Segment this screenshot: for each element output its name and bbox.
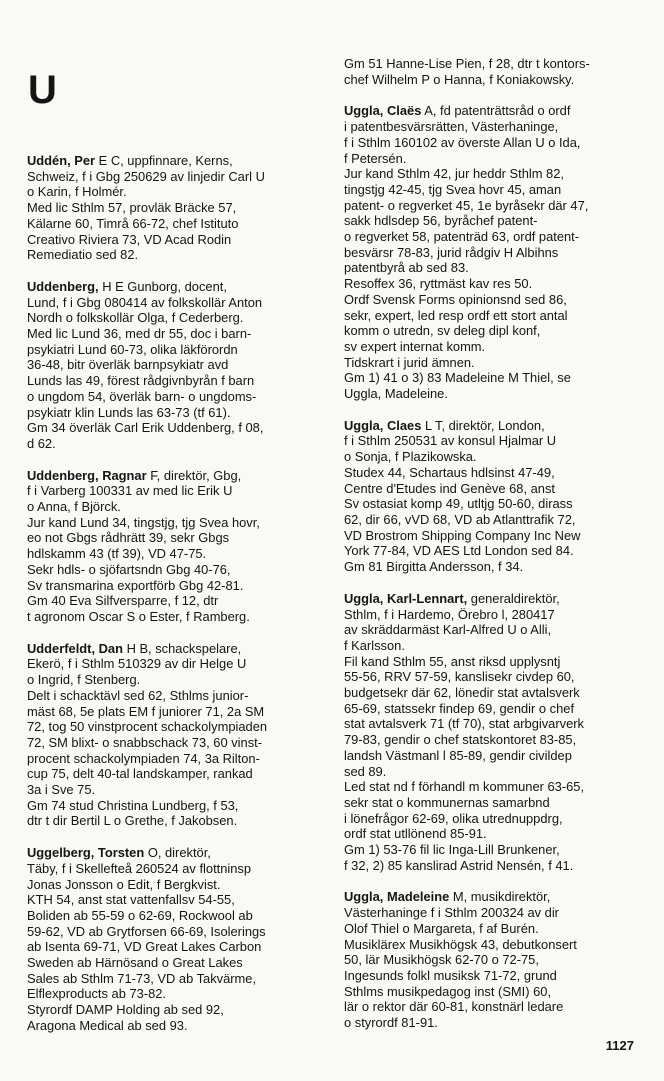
entry-line — [27, 153, 327, 169]
entry-line: landsh Västmanl l 85-89, gendir civildep — [344, 747, 572, 763]
entry-line: Studex 44, Schartaus hdlsinst 47-49, — [344, 464, 555, 480]
entry-line: Gm 40 Eva Silfversparre, f 12, dtr — [27, 593, 219, 609]
entry-line: f 32, 2) 85 kanslirad Astrid Nensén, f 41. — [344, 857, 574, 873]
entry-line: komm o utredn, sv deleg dipl konf, — [344, 323, 541, 339]
entry-line: VD Brostrom Shipping Company Inc New — [344, 527, 581, 543]
entry-line: Gm 81 Birgitta Andersson, f 34. — [344, 559, 524, 575]
directory-entry — [27, 845, 327, 1033]
entry-line: f i Sthlm 250531 av konsul Hjalmar U — [344, 433, 557, 449]
entry-line: Västerhaninge f i Sthlm 200324 av dir — [344, 905, 559, 921]
entry-line: 55-56, RRV 57-59, kanslisekr civdep 60, — [344, 669, 575, 685]
entry-line: Jonas Jonsson o Edit, f Bergkvist. — [27, 876, 221, 892]
entry-line: Olof Thiel o Margareta, f af Burén. — [344, 920, 539, 936]
entry-line: Sv ostasiat komp 49, utltjg 50-60, dirass — [344, 496, 573, 512]
entry-line: Ingesunds folkl musiksk 71-72, grund — [344, 967, 557, 983]
entry-line-text: generaldirektör, — [470, 590, 560, 606]
entry-line: t agronom Oscar S o Ester, f Ramberg. — [27, 608, 250, 624]
entry-line: eo not Gbgs rådhrätt 39, sekr Gbgs — [27, 530, 230, 546]
entry-line: 36-48, bitr överläk barnpsykiatr avd — [27, 357, 229, 373]
entry-line: o styrordf 81-91. — [344, 1015, 438, 1031]
entry-line: Creativo Riviera 73, VD Acad Rodin — [27, 231, 232, 247]
entry-line — [344, 103, 638, 119]
entry-line: Kälarne 60, Timrå 66-72, chef Istituto — [27, 215, 239, 231]
entry-line: Gm 51 Hanne-Lise Pien, f 28, dtr t kontors- — [344, 56, 590, 71]
entry-line — [27, 279, 327, 295]
entry-line: d 62. — [27, 435, 56, 451]
entry-line — [344, 889, 638, 905]
entry-line: sekr, expert, led resp ordf ett stort antal — [344, 307, 568, 323]
entry-name: Uddenberg, Ragnar — [27, 467, 147, 483]
entry-line: o Ingrid, f Stenberg. — [27, 672, 141, 688]
entry-line: 65-69, statssekr findep 69, gendir o chef — [344, 700, 575, 716]
page-number: 1127 — [605, 1038, 634, 1053]
entry-line-text: O, direktör, — [147, 845, 211, 861]
entry-line: stat avtalsverk 71 (tf 70), stat arbgivarverk — [344, 716, 584, 732]
entry-line: hdlskamm 43 (tf 39), VD 47-75. — [27, 546, 207, 562]
entry-line: Sthlms musikpedagog inst (SMI) 60, — [344, 983, 552, 999]
entry-line: Lunds las 49, förest rådgivnbyrån f barn — [27, 373, 255, 389]
entry-line-text: A, fd patenträttsråd o ordf — [424, 103, 571, 119]
directory-entry — [344, 103, 638, 401]
entry-line: f Karlsson. — [344, 637, 405, 653]
entry-line-text: H B, schackspelare, — [126, 640, 242, 656]
right-entries — [344, 103, 638, 1030]
entry-line: 72, tog 50 vinstprocent schackolympiaden — [27, 719, 268, 735]
entry-line: ordf stat utllönend 85-91. — [344, 826, 487, 842]
entry-line: Gm 1) 53-76 fil lic Inga-Lill Brunkener, — [344, 842, 560, 858]
entry-line-text: F, direktör, Gbg, — [150, 467, 242, 483]
entry-line: o Sonja, f Plazikowska. — [344, 449, 477, 465]
entry-line — [27, 845, 327, 861]
entry-line: Musiklärex Musikhögsk 43, debutkonsert — [344, 936, 577, 952]
entry-line — [27, 641, 327, 657]
entry-line: psykiatr klin Lunds las 63-73 (tf 61). — [27, 404, 231, 420]
entry-line: Fil kand Sthlm 55, anst riksd upplysntj — [344, 653, 561, 669]
entry-line: patent- o regverket 45, 1e byråsekr där 47, — [344, 197, 589, 213]
entry-line-text: H E Gunborg, docent, — [102, 278, 227, 294]
entry-line: 3a i Sve 75. — [27, 782, 96, 798]
entry-line: 72, SM blixt- o snabbschack 73, 60 vinst- — [27, 734, 263, 750]
entry-line: mäst 68, 5e plats EM f juniorer 71, 2a SM — [27, 703, 265, 719]
entry-name: Uggla, Claës — [344, 103, 422, 119]
entry-name: Uggla, Madeleine — [344, 889, 450, 905]
entry-line: Uggla, Madeleine. — [344, 386, 448, 402]
entry-line: Lund, f i Gbg 080414 av folkskollär Anton — [27, 294, 263, 310]
entry-line-text: L T, direktör, London, — [424, 417, 545, 433]
entry-name: Uddén, Per — [27, 153, 96, 168]
entry-line: York 77-84, VD AES Ltd London sed 84. — [344, 543, 574, 559]
entry-line: ab Isenta 69-71, VD Great Lakes Carbon — [27, 939, 262, 955]
entry-line: KTH 54, anst stat vattenfallsv 54-55, — [27, 892, 235, 908]
entry-line: sekr stat o kommunernas samarbnd — [344, 794, 550, 810]
entry-line: o Anna, f Björck. — [27, 499, 121, 515]
entry-line: dtr t dir Bertil L o Grethe, f Jakobsen. — [27, 813, 238, 829]
entry-line: procent schackolympiaden 74, 3a Rilton- — [27, 750, 260, 766]
entry-line: Elflexproducts ab 73-82. — [27, 986, 167, 1002]
entry-line: Gm 34 överläk Carl Erik Uddenberg, f 08, — [27, 420, 264, 436]
entry-name: Udderfeldt, Dan — [27, 640, 123, 656]
entry-line: 62, dir 66, vVD 68, VD ab Atlanttrafik 72, — [344, 511, 576, 527]
entry-name: Uggla, Claes — [344, 417, 422, 433]
entry-line: Styrordf DAMP Holding ab sed 92, — [27, 1002, 224, 1018]
entry-line: f i Varberg 100331 av med lic Erik U — [27, 483, 233, 499]
directory-entry — [344, 591, 638, 874]
entry-line: Jur kand Lund 34, tingstjg, tjg Svea hovr, — [27, 514, 260, 530]
entry-line: i patentbesvärsrätten, Västerhaninge, — [344, 119, 559, 135]
entry-line: f Petersén. — [344, 150, 407, 166]
entry-line: Med lic Lund 36, med dr 55, doc i barn- — [27, 326, 252, 342]
entry-line: sv expert internat komm. — [344, 338, 486, 354]
entry-line — [344, 591, 638, 607]
entry-name: Uddenberg, — [27, 278, 99, 294]
entry-line: Ekerö, f i Sthlm 510329 av dir Helge U — [27, 656, 247, 672]
entry-line: f i Sthlm 160102 av överste Allan U o Ida, — [344, 134, 581, 150]
entry-line: Schweiz, f i Gbg 250629 av linjedir Carl U — [27, 168, 265, 184]
directory-entry — [344, 418, 638, 575]
directory-entry — [27, 468, 327, 625]
entry-line: Tidskrart i jurid ämnen. — [344, 354, 475, 370]
entry-line: o Karin, f Holmér. — [27, 184, 127, 200]
entry-line: Gm 74 stud Christina Lundberg, f 53, — [27, 797, 239, 813]
entry-line: Boliden ab 55-59 o 62-69, Rockwool ab — [27, 907, 253, 923]
directory-entry — [27, 153, 327, 263]
entry-line: Täby, f i Skellefteå 260524 av flottninsp — [27, 860, 252, 876]
entry-line: sed 89. — [344, 763, 387, 779]
entry-line: Centre d'Etudes ind Genève 68, anst — [344, 480, 555, 496]
entry-line: 50, lär Musikhögsk 62-70 o 72-75, — [344, 952, 539, 968]
entry-line: cup 75, delt 40-tal landskamper, rankad — [27, 766, 253, 782]
entry-line-text: E C, uppfinnare, Kerns, — [98, 153, 233, 168]
entry-line: Led stat nd f förhandl m kommuner 63-65, — [344, 779, 585, 795]
entry-line: av skräddarmäst Karl-Alfred U o Alli, — [344, 622, 552, 638]
entry-line: besvärsr 78-83, jurid rådgiv H Albihns — [344, 244, 559, 260]
directory-entry — [27, 279, 327, 452]
entry-line-text: M, musikdirektör, — [452, 889, 551, 905]
entry-name: Uggla, Karl-Lennart, — [344, 590, 468, 606]
entry-line: Delt i schacktävl sed 62, Sthlms junior- — [27, 687, 249, 703]
entry-line — [27, 468, 327, 484]
entry-line: Nordh o folkskollär Olga, f Cederberg. — [27, 310, 244, 326]
entry-line: o ungdom 54, överläk barn- o ungdoms- — [27, 388, 257, 404]
entry-line: sakk hdlsdep 56, byråchef patent- — [344, 213, 538, 229]
entry-line: i lönefrågor 62-69, olika utrednuppdrg, — [344, 810, 563, 826]
entry-line: 79-83, gendir o chef statskontoret 83-85, — [344, 732, 577, 748]
entry-line: Gm 1) 41 o 3) 83 Madeleine M Thiel, se — [344, 370, 571, 386]
entry-line: Sv transmarina exportförb Gbg 42-81. — [27, 577, 244, 593]
right-column — [344, 56, 638, 1047]
left-entries — [27, 153, 327, 1050]
entry-line: o regverket 58, patenträd 63, ordf patent- — [344, 229, 580, 245]
entry-line: tingstjg 42-45, tjg Svea hovr 45, aman — [344, 181, 562, 197]
entry-line: chef Wilhelm P o Hanna, f Koniakowsky. — [344, 71, 575, 87]
entry-line: Sekr hdls- o sjöfartsndn Gbg 40-76, — [27, 561, 231, 577]
entry-line: patentbyrå ab sed 83. — [344, 260, 469, 276]
entry-line: Sthlm, f i Hardemo, Örebro l, 280417 — [344, 606, 555, 622]
directory-entry — [344, 889, 638, 1030]
directory-entry — [27, 641, 327, 829]
entry-line: Jur kand Sthlm 42, jur heddr Sthlm 82, — [344, 166, 564, 182]
entry-line: Med lic Sthlm 57, provläk Bräcke 57, — [27, 200, 237, 216]
entry-line: Sweden ab Härnösand o Great Lakes — [27, 955, 243, 971]
entry-line: 59-62, VD ab Grytforsen 66-69, Isolerings — [27, 923, 266, 939]
section-letter: U — [28, 68, 58, 112]
entry-line: Remediatio sed 82. — [27, 247, 139, 263]
entry-line: Resoffex 36, ryttmäst kav res 50. — [344, 276, 533, 292]
entry-line — [344, 418, 638, 434]
entry-line: budgetsekr där 62, lönedir stat avtalsverk — [344, 685, 580, 701]
entry-line: Aragona Medical ab sed 93. — [27, 1017, 188, 1033]
continuation-entry — [344, 56, 638, 87]
entry-line: psykiatri Lund 60-73, olika läkförordn — [27, 341, 238, 357]
entry-line: Sales ab Sthlm 71-73, VD ab Takvärme, — [27, 970, 257, 986]
entry-line: Ordf Svensk Forms opinionsnd sed 86, — [344, 291, 567, 307]
entry-line: lär o rektor där 60-81, konstnärl ledare — [344, 999, 564, 1015]
entry-name: Uggelberg, Torsten — [27, 845, 145, 861]
